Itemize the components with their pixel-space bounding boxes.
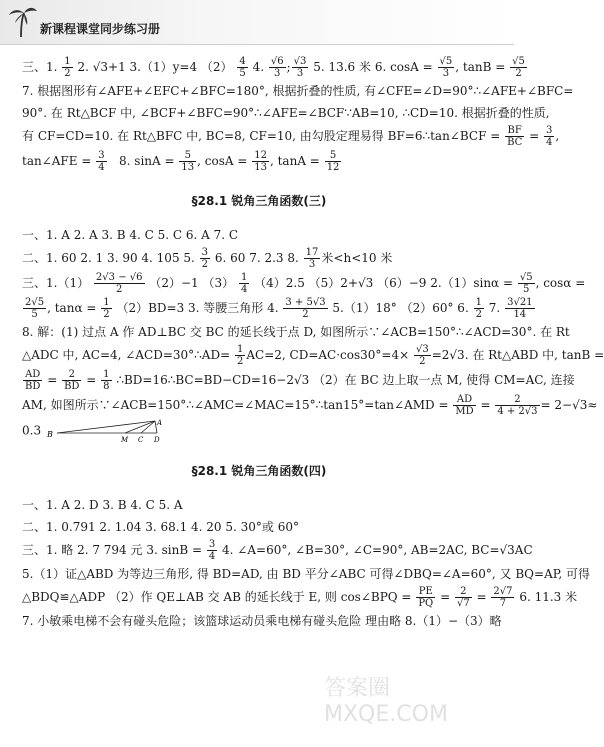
fraction: $\frac{5}{13}$ xyxy=(181,150,195,173)
fraction: $\frac{2}{BD}$ xyxy=(64,369,80,392)
fraction: $\frac{17}{3}$ xyxy=(305,247,319,270)
answer-line: 一、1. A 2. D 3. B 4. C 5. A xyxy=(22,498,183,512)
watermark: 答案圈 MXQE.COM xyxy=(324,676,448,727)
fraction: $\frac{√3}{3}$ xyxy=(293,56,307,79)
fraction: $\frac{√3}{2}$ xyxy=(415,344,429,367)
fraction: $\frac{√5}{5}$ xyxy=(519,272,533,295)
fraction: $\frac{1}{4}$ xyxy=(240,272,248,295)
figure-label-d: D xyxy=(153,436,160,444)
answer-line: 二、1. 60 2. 1 3. 90 4. 105 5. $\frac{3}{2}$ 6. 60 7. 2.3 8. $\frac{17}{3}$ 米<h<10 米 xyxy=(22,247,393,270)
section-title: §28.1 锐角三角函数(四) xyxy=(191,464,327,478)
answer-line: 二、1. 0.791 2. 1.04 3. 68.1 4. 20 5. 30°或 60° xyxy=(22,520,299,534)
fraction: $\frac{3√21}{14}$ xyxy=(507,297,533,320)
answer-line: $\frac{AD}{BD}$ = $\frac{2}{BD}$ = $\frac{1}{8}$ ∴BD=16∴BC=BD−CD=16−2√3 （2）在 BC 边上取一点 M, 使得 CM=AC, 连接 xyxy=(25,369,575,392)
fraction: $\frac{12}{13}$ xyxy=(254,150,267,173)
answer-line: 7. 小敏乘电梯不会有碰头危险；该篮球运动员乘电梯有碰头危险 理由略 8.（1）−（3）略 xyxy=(22,614,502,628)
figure-label-m: M xyxy=(120,436,129,444)
figure-label-c: C xyxy=(137,436,144,444)
fraction: $\frac{2}{4 + 2√3}$ xyxy=(497,394,538,417)
fraction: $\frac{PE}{PQ}$ xyxy=(418,586,434,609)
answer-line: 有 CF=CD=10. 在 Rt△BFC 中, BC=8, CF=10, 由勾股定理易得 BF=6∴tan∠BCF = $\frac{BF}{BC}$ = $\frac{3}{4}$ , xyxy=(22,125,560,148)
section-title: §28.1 锐角三角函数(三) xyxy=(191,194,327,208)
fraction: $\frac{√5}{2}$ xyxy=(512,56,525,79)
fraction: $\frac{2√5}{5}$ xyxy=(25,297,45,320)
fraction: $\frac{4}{5}$ xyxy=(239,56,246,79)
fraction: $\frac{√6}{3}$ xyxy=(270,56,284,79)
answer-line: 0.3 B M C D A xyxy=(22,419,496,443)
answer-line: 90°. 在 Rt△BCF 中, ∠BCF+∠BFC=90°∴∠AFE=∠BCF∵AB=10, ∴CD=10. 根据折叠的性质, xyxy=(22,106,550,120)
figure-label-b: B xyxy=(46,430,53,439)
book-title: 新课程课堂同步练习册 xyxy=(40,22,161,36)
answer-line: △BDQ≌△ADP （2）作 QE⊥AB 交 AB 的延长线于 E, 则 cos∠BPQ = $\frac{PE}{PQ}$ = $\frac{2}{√7}$ = $\frac{2√7}{7}$ 6. 11.3 米 xyxy=(22,586,578,609)
fraction: $\frac{3}{4}$ xyxy=(208,539,216,562)
fraction: $\frac{5}{12}$ xyxy=(326,150,340,173)
fraction: $\frac{3}{4}$ xyxy=(545,125,553,148)
fraction: $\frac{1}{2}$ xyxy=(64,56,71,79)
fraction: $\frac{AD}{BD}$ xyxy=(25,369,41,392)
fraction: $\frac{2√3 - √6}{2}$ xyxy=(95,272,143,295)
fraction: $\frac{3 + 5√3}{2}$ xyxy=(285,297,326,320)
fraction: $\frac{3}{4}$ xyxy=(98,150,105,173)
answer-line: 8. 解：(1) 过点 A 作 AD⊥BC 交 BC 的延长线于点 D, 如图所示∵∠ACB=150°∴∠ACD=30°. 在 Rt xyxy=(22,325,570,339)
fraction: $\frac{1}{2}$ xyxy=(236,344,244,367)
fraction: $\frac{BF}{BC}$ xyxy=(507,125,523,148)
answer-line: 一、1. A 2. A 3. B 4. C 5. C 6. A 7. C xyxy=(22,228,239,242)
answer-line: $\frac{2√5}{5}$ , tanα = $\frac{1}{2}$ （2）BD=3 3. 等腰三角形 4. $\frac{3 + 5√3}{2}$ 5.（1）18° （2）60° 6. $\frac{1}{2}$ 7. $\frac{3√21}{14}$ xyxy=(25,297,533,320)
fraction: $\frac{2√7}{7}$ xyxy=(493,586,513,609)
fraction: $\frac{1}{8}$ xyxy=(103,369,110,392)
answer-line: 三、1. $\frac{1}{2}$ 2. √3+1 3.（1）y=4 （2） $\frac{4}{5}$ 4. $\frac{√6}{3}$ ; $\frac{√3}{3}$ 5. 13.6 米 6. cosA = $\frac{√5}{3}$ , tanB = $\frac{√5}{2}$ xyxy=(22,56,525,79)
page-header xyxy=(0,0,514,45)
figure-label-a: A xyxy=(156,419,162,427)
fraction: $\frac{1}{2}$ xyxy=(103,297,110,320)
answer-line: 三、1. 略 2. 7 794 元 3. sinB = $\frac{3}{4}$ 4. ∠A=60°, ∠B=30°, ∠C=90°, AB=2AC, BC=√3AC xyxy=(22,539,533,562)
answer-line: AM, 如图所示∵∠ACB=150°∴∠AMC=∠MAC=15°∴tan15°=tan∠AMD = $\frac{AD}{MD}$ = $\frac{2}{4 + 2√3}$ = 2−√3≈ xyxy=(22,394,598,417)
triangle-figure xyxy=(45,419,165,443)
answer-line: 5.（1）证△ABD 为等边三角形, 得 BD=AD, 由 BD 平分∠ABC 可得∠DBQ=∠A=60°, 又 BQ=AP, 可得 xyxy=(22,567,591,581)
fraction: $\frac{3}{2}$ xyxy=(201,247,209,270)
answer-line: △ADC 中, AC=4, ∠ACD=30°∴AD= $\frac{1}{2}$ AC=2, CD=AC·cos30°=4× $\frac{√3}{2}$ =2√3. 在 Rt△ABD 中, tanB = xyxy=(22,344,604,367)
answer-line: 三、1.（1） $\frac{2√3 - √6}{2}$ （2）−1 （3） $\frac{1}{4}$ （4）2.5 （5）2+√3 （6）−9 2.（1）sinα = $\frac{√5}{5}$ , cosα = xyxy=(22,272,586,295)
fraction: $\frac{AD}{MD}$ xyxy=(455,394,474,417)
fraction: $\frac{2}{√7}$ xyxy=(456,586,470,609)
answer-line: 7. 根据图形有∠AFE+∠EFC+∠BFC=180°, 根据折叠的性质, 有∠CFE=∠D=90°∴∠AFE+∠BFC= xyxy=(22,84,574,98)
fraction: $\frac{1}{2}$ xyxy=(475,297,482,320)
fraction: $\frac{√5}{3}$ xyxy=(439,56,453,79)
palm-tree-icon xyxy=(6,4,38,38)
answer-content xyxy=(22,56,604,633)
answer-line: tan∠AFE = $\frac{3}{4}$ 8. sinA = $\frac{5}{13}$ , cosA = $\frac{12}{13}$ , tanA = $\frac{5}{12}$ xyxy=(22,150,340,173)
